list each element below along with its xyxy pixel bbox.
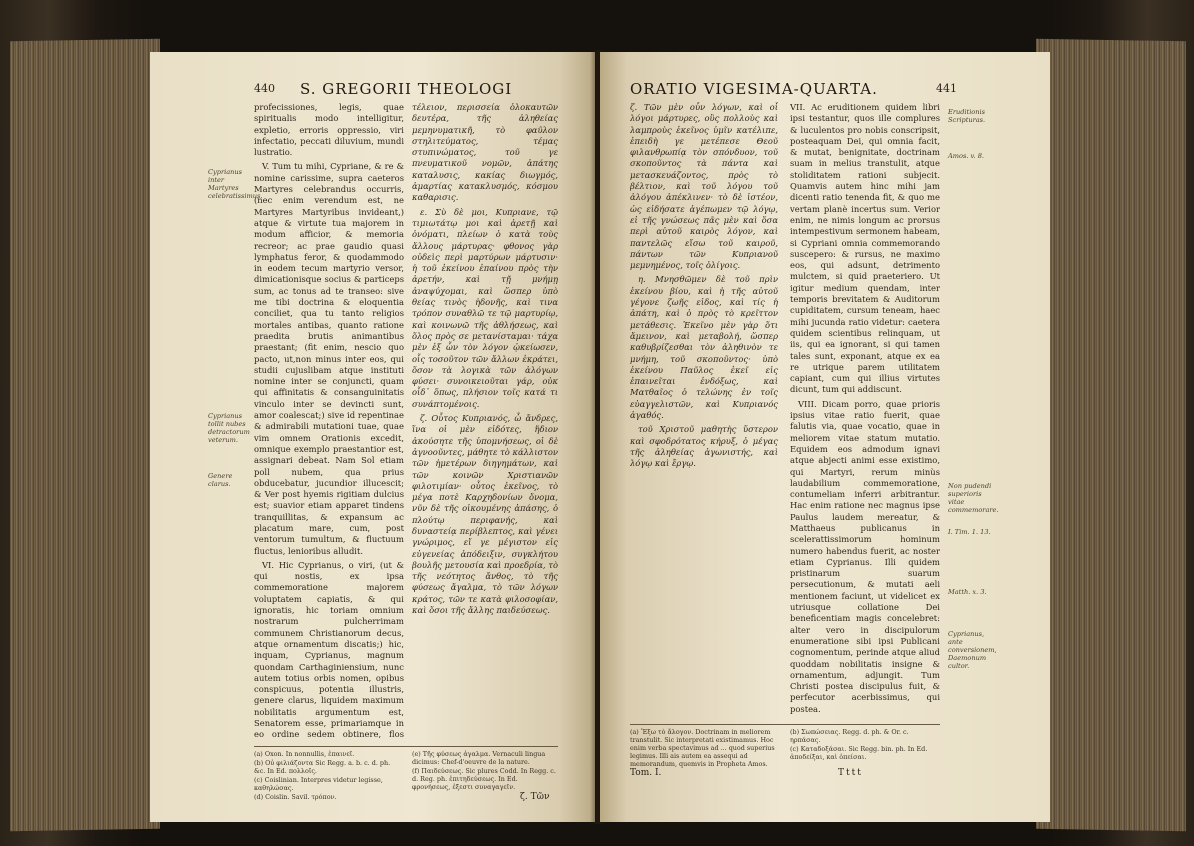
greek-paragraph: ε. Σὺ δὲ μοι, Κυπριανε, τῷ τιμιωτάτῳ μοι καὶ ἀρετῇ καὶ ὀνόματι, πλείων ὁ κατὰ τοὺς ἄλλους μάρτυρας· φθονος γὰρ οὐδεὶς περὶ μαρτύρων μάρτυσιν· ἡ τοῦ ἐκείνου ἐπαίνου πρὸς τὴν ἀρετήν, καὶ τῇ μνήμῃ ἀναψύχομαι, καὶ ὥσπερ ὑπὸ θείας τινὸς ἡδονῆς, καὶ τινα τρόπον συναθλῶ τε τῷ μαρτυρίῳ, καὶ κοινωνῶ τῆς ἀθλήσεως, καὶ ὅλος πρὸς σε μετανίσταμαι· τάχα μὲν ἐξ ὧν τὸν λόγον ᾠκείωσεν, οἷς τοσοῦτον τῶν ἄλλων ἐκράτει, ὅσον τὰ λογικὰ τῶν ἀλόγων φύσει· συνοικειοῦται γάρ, οὐκ οἶδ᾽ ὅπως, πλήσιον τοῖς κατά τι συνάπτομένοις. xyxy=(412,206,558,409)
margin-note: Cyprianus tollit nubes detractorum veterum. xyxy=(208,412,250,444)
footnotes-greek xyxy=(412,750,558,792)
footnote: (b) Σωπώσειας. Regg. d. ph. & Or. c. ηρπάσας. xyxy=(790,728,909,744)
signature-mark: Tttt xyxy=(838,768,863,778)
footnotes-greek xyxy=(630,728,778,769)
left-page xyxy=(150,52,595,822)
footnote: (b) Οὐ φιλιάζοντα Sic Regg. a. b. c. d. ph. &c. In Ed. πολλοῖς. xyxy=(254,759,391,775)
latin-paragraph: profecissiones, legis, quae spiritualis modo intelligitur, expletio, erroris oppressio, viri infectatio, peccati diluvium, mundi lustratio. xyxy=(254,102,404,158)
latin-paragraph: VII. Ac eruditionem quidem libri ipsi testantur, quos ille complures & luculentos pro nobis conscripsit, posteaquam Dei, qui omnia facit, & mutat, benignitate, doctrinam suam in melius transtulit, atque stoliditatem rationi subjecit. Quamvis autem hinc mihi jam dicenti ratio tenenda fit, & quo me vertam planè incertus sum. Verior enim, ne nimis longum ac prorsus intempestivum sermonem habeam, si Cypriani omnia commemorando suscepero: & rursus, ne maximo eos, qui adsunt, detrimento mulctem, si quid praeteriero. Ut igitur medium quendam, inter temporis brevitatem & Auditorum cupiditatem, cursum teneam, haec mihi jucunda ratio videtur: caetera quidem scientibus relinquam, ut iis, qui ea ignorant, si qui tamen tales sunt, exponant, atque ex ea re utrique parem utilitatem capiant, cum qui illius virtutes dicunt, tum qui addiscunt. xyxy=(790,102,940,395)
margin-note: Non pudendi superioris vitae commemorare. xyxy=(948,482,999,514)
page-number: 440 xyxy=(254,82,275,95)
margin-note: Genere clarus. xyxy=(208,472,233,488)
margin-note: Matth. x. 3. xyxy=(948,588,987,596)
footnotes-latin xyxy=(790,728,940,762)
latin-column xyxy=(790,102,940,742)
greek-paragraph: τοῦ Χριστοῦ μαθητὴς ὕστερον καὶ σφοδρότατος κήρυξ, ὁ μέγας τῆς ἀληθείας ἀγωνιστής, καὶ λόγῳ καὶ ἔργῳ. xyxy=(630,424,778,469)
right-page xyxy=(600,52,1050,822)
footnote: (a) Ἔξω τὸ ἄλογον. Doctrinam in meliorem transtulit. Sic interpretati existimamus. Hoc enim verba spectavimus ad ... quod superius legimus. Illi ais autem ea assequi ad memorandum, quemvis in Propheta Amos. xyxy=(630,728,775,768)
footnote: (c) Coislinian. Interpres videtur legisse, καθηλώσας. xyxy=(254,776,383,792)
footnote: (e) Τῆς φύσεως ἀγαλμα. Vernaculi lingua dicimus: Chef-d'oeuvre de la nature. xyxy=(412,750,546,766)
page-number: 441 xyxy=(936,82,957,95)
greek-paragraph: η. Μνησθῶμεν δὲ τοῦ πρὶν ἐκείνου βίου, καὶ ἡ τῆς αὐτοῦ γέγονε ζωῆς εἰδος, καὶ τίς ἡ ἀπάτη, καὶ ὁ πρὸς τὸ κρεῖττον μετάθεσις. Ἐκεῖνο μὲν γὰρ ὅτι ἄμεινον, καὶ μεταβολή, ὥσπερ καθυβρίζεσθαι τὸν ἀληθινὸν τε μνήμη, τοῦ σκοποῦντος· ὑπὸ ἐκείνου Παῦλος ἐκεῖ εἰς ἐπαινεῖται ἐνδόξως, καὶ Ματθαῖος ὁ τελώνης ἐν τοῖς εὐαγγελιστῶν, καὶ Κυπριανός ἀγαθός. xyxy=(630,274,778,421)
volume-mark: Tom. I. xyxy=(630,768,662,778)
margin-note: Amos. v. 8. xyxy=(948,152,984,160)
margin-note: Cyprianus, ante conversionem, Daemonum cultor. xyxy=(948,630,997,670)
latin-paragraph: VIII. Dicam porro, quae prioris ipsius vitae ratio fuerit, quae falutis via, quae vocatio, quae in meliorem vitae statum mutatio. Equidem eos admodum ignavi atque abjecti animi esse existimo, qui Martyri, rerum minùs laudabilium commemoratione, contumeliam inferri arbitrantur. Hac enim ratione nec magnus ipse Paulus laudem mereatur, & Matthaeus publicanus in scelerattissimorum hominum numero habendus fuerit, ac noster etiam Cyprianus. Illi quidem pristinarum suarum persecutionum, & mutati aeli mentionem faciunt, ut videlicet ex utriusque collatione Dei beneficentiam magis concelebret: alter vero in discipulorum enumeratione sibi ipsi Publicani cognomentum, perinde atque aliud quoddam nobilitatis insigne & ornamentum, adjungit. Tum Christi postea discipulus fuit, & perfecutor acerbissimus, qui postea. xyxy=(790,398,940,714)
footnote-rule xyxy=(630,724,940,725)
latin-column xyxy=(254,102,404,742)
left-page-edges xyxy=(10,39,160,832)
greek-paragraph: ζ. Οὗτος Κυπριανός, ὦ ἄνδρες, ἵνα οἱ μὲν εἰδότες, ἥδιον ἀκούσητε τῆς ὑπομνήσεως, οἱ δὲ ἀγνοοῦντες, μάθητε τὸ κάλλιστον τῶν ἡμετέρων διηγημάτων, καὶ τῶν κοινῶν Χριστιανῶν φιλοτιμίαν· οὗτος ἐκεῖνος, τὸ μέγα ποτὲ Καρχηδονίων ὄνομα, νῦν δὲ τῆς οἰκουμένης ἁπάσης, ὁ πλούτῳ περιφανής, καὶ δυναστείᾳ περίβλεπτος, καὶ γένει γνώριμος, εἴ γε μέγιστον εἰς εὐγενείας ἀπόδειξιν, συγκλήτου βουλῆς μετουσία καὶ προεδρία, τὸ τῆς νεότητος ἄνθος, τὸ τῆς φύσεως ἄγαλμα, τὸ τῶν λόγων κράτος, τῶν τε κατὰ φιλοσοφίαν, καὶ ὅσοι τῆς ἄλλης παιδεύσεως. xyxy=(412,413,558,616)
catchword: ζ. Τῶν xyxy=(520,792,550,802)
footnotes-latin xyxy=(254,750,402,802)
latin-paragraph: VI. Hic Cyprianus, o viri, (ut & qui nostis, ex ipsa commemoratione majorem voluptatem capiatis, & qui ignoratis, hic toriam omnium nostrarum pulcherrimam communem Christianorum decus, atque ornamentum discatis;) hic, inquam, Cyprianus, magnum quondam Carthaginiensium, nunc autem totius orbis nomen, opibus conspicuus, potentia illustris, genere clarus, liquidem maximum nobilitatis argumentum est, Senatorem esse, primariamque in eo ordine sedem obtinere, flos xyxy=(254,559,404,740)
margin-note: Cyprianus inter Martyres celebratissimus. xyxy=(208,168,263,200)
greek-column xyxy=(630,102,778,742)
greek-column xyxy=(412,102,558,742)
margin-note: I. Tim. 1. 13. xyxy=(948,528,991,536)
footnote: (a) Oxon. In nonnullis, ἐπαινεῖ. xyxy=(254,750,355,758)
latin-paragraph: V. Tum tu mihi, Cypriane, & re & nomine carissime, supra caeteros Martyres celebrandus occurris, (nec enim verendum est, ne Martyres Martyribus invideant,) atque & virtute tua majorem in modum afficior, & memoria recreor; ac prae gaudio quasi lymphatus feror, & quodammodo in eodem tecum martyrio versor, dimicationisque socius & particeps sum, ac tonus ad te transeo: sive me tibi doctrina & eloquentia conciliet, qua tu tanto religios mortales antibas, quanto ratione praedita brutis animantibus praestant; (fit enim, nescio quo pacto, ut,non minus inter eos, qui studii cujuslibam atque instituti nomine inter se conjuncti, quam qui affinitatis & consanguinitatis vinculo inter se devincti sunt, amor coalescat;) sive id repentinae & admirabili mutationi tuae, quae vim omnem Orationis excedit, omnique exemplo praestantior est, assignari debeat. Nam Sol etiam poll nubem, qua prius obducebatur, jucundior illucescit; & Ver post hyemis rigitiam dulcius est; suavior etiam apparet tindens tranquillitas, & expansum ac placatum mare, cum, post ventorum tumultum, & fluctuum fluctus, lenioribus alludit. xyxy=(254,161,404,556)
greek-paragraph: τέλειον, περισσεία ὁλοκαυτῶν δευτέρα, τῆς ἀληθείας μεμηνυματικῆ, τὸ φαῦλον στηλιτεύματος, τέμας στυπινώματος, τοῦ γε πνευματικοῦ νομῶν, ἀπάτης καταλυσις, κακίας διωγμός, ἁμαρτίας κατακλυσμός, κόσμου καθαρισις. xyxy=(412,102,558,203)
footnote-rule xyxy=(254,746,558,747)
running-head: ORATIO VIGESIMA-QUARTA. xyxy=(630,80,878,98)
margin-note: Eruditionis Scripturas. xyxy=(948,108,986,124)
right-page-edges xyxy=(1036,39,1186,832)
running-head: S. GREGORII THEOLOGI xyxy=(300,80,513,98)
greek-paragraph: ζ. Τῶν μὲν οὖν λόγων, καὶ οἷ λόγοι μάρτυρες, οὓς πολλοὺς καὶ λαμπροὺς ἐκεῖνος ὑμῖν κατέλιπε, ἐπειδὴ γε μετέπεσε Θεοῦ φιλανθρωπίᾳ τὸν σπόνδυον, τοῦ σκοποῦντος τὰ πάντα καὶ μετασκευάζοντος, πρὸς τὸ βέλτιον, καὶ τοῦ λόγου τοῦ ἀλόγου ἀπέκλινεν· τὸ δὲ ἱστέον, ὡς εἰδήσατε ἀγέπωμεν τῷ λόγῳ, εἰ τῆς γνώσεως πᾶς μὲν καὶ ὅσα περὶ αὐτοῦ καιρὸς λόγον, καὶ παντελῶς εἴσω τοῦ καιροῦ, πάντων τῶν Κυπριανοῦ μεμνημένος, τοῖς ὁλίγοις. xyxy=(630,102,778,271)
footnote: (f) Παιδεύσεως. Sic plures Codd. In Regg. c. d. Reg. ph. ἐπιτηδεύσεως. In Ed. φρονήσεως, ἐξεστι συναγαγεῖν. xyxy=(412,767,556,791)
footnote: (d) Coislin. Savil. τρόπον. xyxy=(254,793,337,801)
footnote: (c) Καταδοξάσαι. Sic Regg. bin. ph. In Ed. ἀποδείξαι, καὶ ὁπείσαι. xyxy=(790,745,928,761)
